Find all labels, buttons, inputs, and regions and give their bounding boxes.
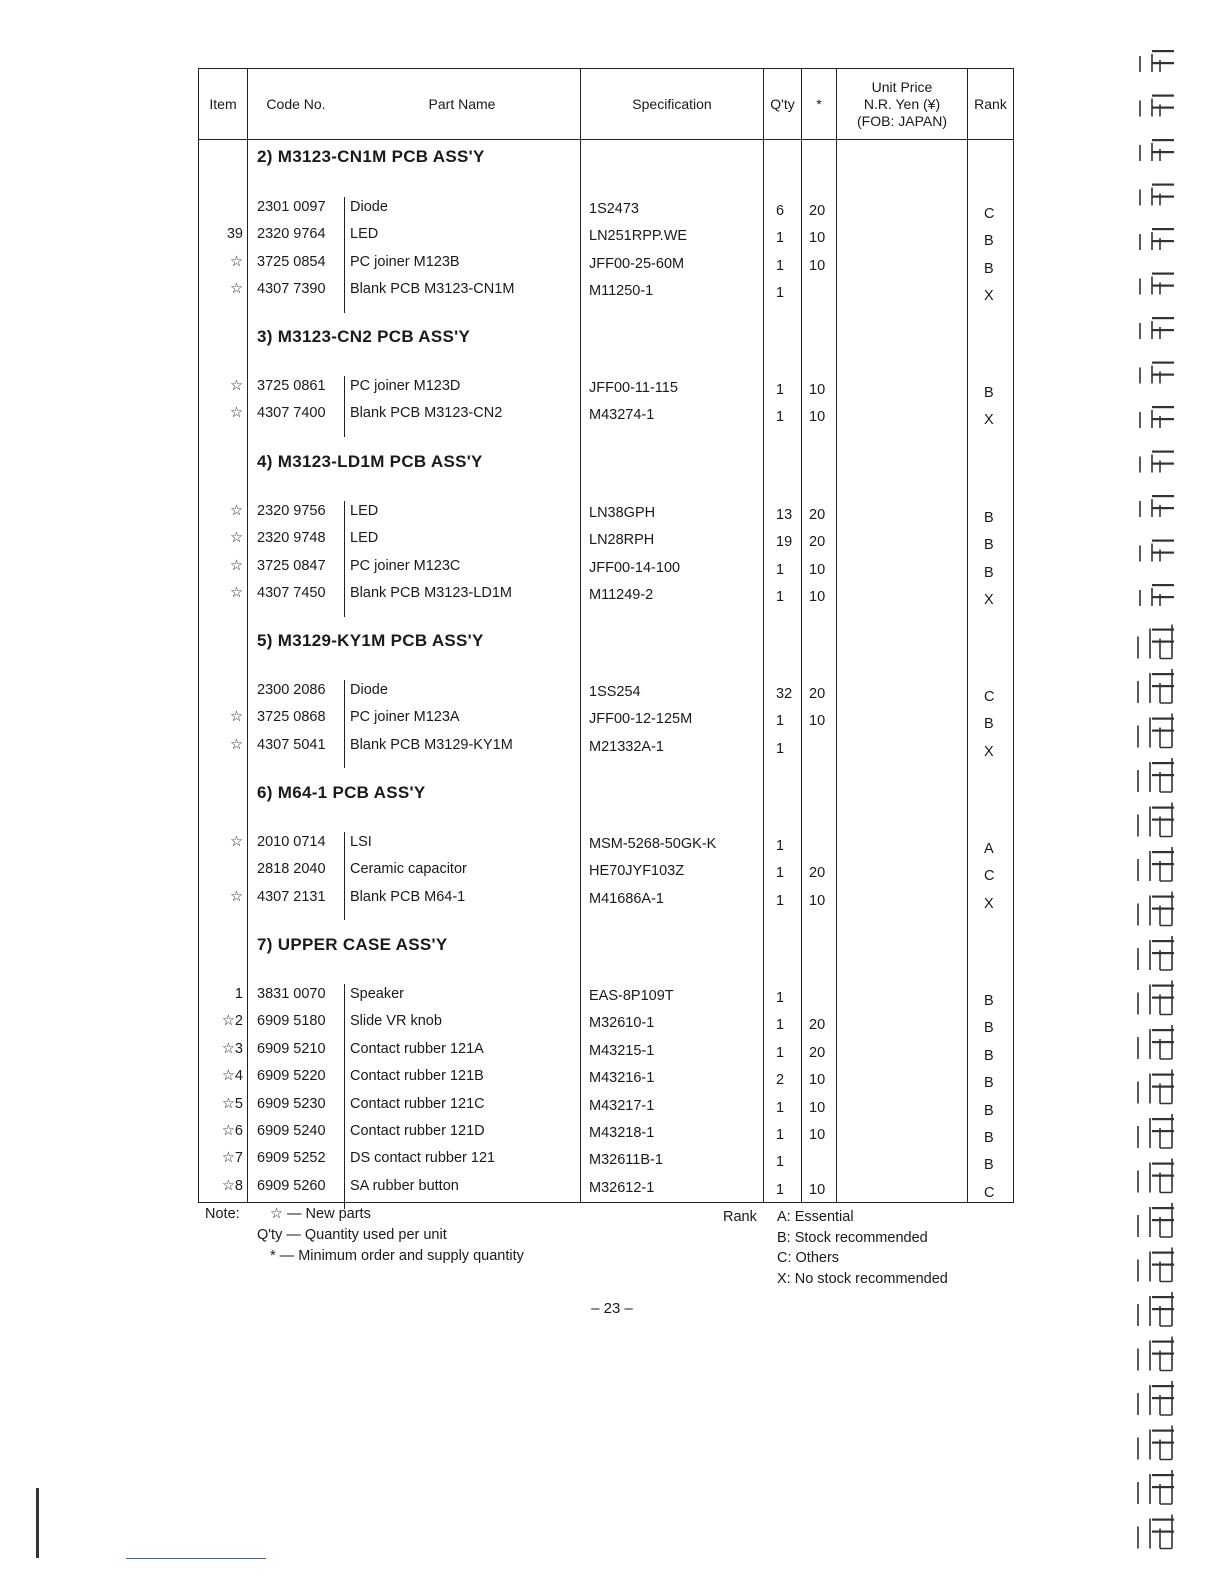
edge-tick [1140,184,1174,206]
edge-tick [1138,1292,1174,1326]
col-divider [836,69,837,1202]
section-title: 2) M3123-CN1M PCB ASS'Y [257,147,485,166]
part-name: LED [350,530,379,547]
item-number: ☆5 [221,1095,243,1112]
edge-tick [1138,892,1174,926]
part-name: Speaker [350,986,405,1002]
specification: M43216-1 [589,1070,655,1087]
col-divider [580,69,581,1202]
quantity: 2 [776,1072,785,1089]
scan-mark [36,1488,39,1558]
item-number: ☆ [230,709,243,726]
section-title: 5) M3129-KY1M PCB ASS'Y [257,631,484,650]
note-moq: * — Minimum order and supply quantity [270,1248,524,1264]
rank: B [984,385,994,401]
specification: JFF00-11-115 [589,380,678,396]
part-name-divider [344,984,345,1209]
specification: 1SS254 [589,684,641,700]
part-name: Diode [350,682,388,698]
edge-tick [1138,1337,1174,1371]
specification: HE70JYF103Z [589,863,685,880]
quantity: 1 [776,990,785,1006]
part-name: LSI [350,834,372,850]
code-number: 6909 5252 [257,1150,326,1167]
quantity: 1 [776,1181,785,1198]
header-divider [199,139,1013,140]
quantity: 1 [776,230,785,247]
item-number: ☆ [230,253,243,270]
parts-table [198,68,1014,1203]
code-number: 4307 5041 [257,736,326,753]
min-order-qty: 10 [809,257,826,274]
code-number: 6909 5210 [257,1040,326,1057]
header-moq: * [816,95,822,112]
rank: X [984,412,994,429]
code-number: 6909 5180 [257,1013,326,1030]
edge-tick [1138,1203,1174,1237]
quantity: 1 [776,1154,785,1171]
header-item: Item [209,95,237,112]
rank: B [984,537,994,554]
specification: M11250-1 [589,283,654,300]
col-divider [763,69,764,1202]
part-name: Contact rubber 121C [350,1095,485,1112]
header-unit-price: Unit Price N.R. Yen (¥) (FOB: JAPAN) [857,78,947,129]
part-name: Blank PCB M3129-KY1M [350,736,513,753]
note-label: Note: [205,1206,240,1222]
edge-tick [1140,273,1174,295]
item-number: ☆ [230,834,243,850]
edge-tick [1138,1248,1174,1282]
quantity: 1 [776,838,785,854]
rank: A [984,841,994,857]
quantity: 6 [776,203,785,219]
code-number: 2010 0714 [257,834,326,850]
specification: LN28RPH [589,532,655,549]
header-rank: Rank [974,95,1007,112]
rank: B [984,1020,994,1037]
item-number: ☆ [230,530,243,547]
edge-tick [1140,362,1174,384]
min-order-qty: 10 [809,1181,826,1198]
min-order-qty: 10 [809,892,826,909]
quantity: 1 [776,865,785,882]
edge-tick [1138,669,1174,703]
note-rank-b: B: Stock recommended [777,1230,928,1246]
min-order-qty: 10 [809,382,826,398]
quantity: 1 [776,409,785,426]
scan-mark [126,1558,266,1559]
edge-tick [1138,1025,1174,1059]
specification: M43215-1 [589,1042,655,1059]
code-number: 2301 0097 [257,199,326,215]
code-number: 3831 0070 [257,986,326,1002]
code-number: 2320 9756 [257,503,326,519]
part-name: Blank PCB M3123-CN2 [350,405,503,422]
code-number: 2300 2086 [257,682,326,698]
code-number: 6909 5220 [257,1068,326,1085]
quantity: 1 [776,713,785,730]
min-order-qty: 20 [809,1044,826,1061]
rank: B [984,1157,994,1174]
code-number: 6909 5260 [257,1177,326,1194]
code-number: 4307 7450 [257,585,326,602]
quantity: 1 [776,740,785,757]
code-number: 4307 7400 [257,405,326,422]
edge-tick [1140,495,1174,517]
quantity: 19 [776,534,793,551]
edge-tick [1138,981,1174,1015]
part-name: Blank PCB M3123-CN1M [350,281,515,298]
code-number: 6909 5230 [257,1095,326,1112]
note-rank-x: X: No stock recommended [777,1271,948,1287]
rank: C [984,689,995,705]
min-order-qty: 20 [809,203,826,219]
part-name: LED [350,503,379,519]
quantity: 1 [776,1044,785,1061]
specification: M32612-1 [589,1179,655,1196]
edge-tick [1138,1426,1174,1460]
min-order-qty: 20 [809,865,826,882]
rank: B [984,1102,994,1119]
page-number: – 23 – [591,1300,633,1317]
part-name-divider [344,832,345,920]
rank: C [984,868,995,885]
specification: M43218-1 [589,1125,655,1141]
item-number: ☆3 [221,1040,243,1057]
edge-tick [1140,50,1174,72]
code-number: 2320 9748 [257,530,326,547]
edge-tick [1138,1515,1174,1549]
edge-tick [1140,406,1174,428]
note-qty: Q'ty — Quantity used per unit [257,1227,447,1243]
quantity: 1 [776,1099,785,1116]
min-order-qty: 10 [809,1072,826,1089]
item-number: ☆4 [221,1068,243,1085]
code-number: 4307 2131 [257,888,326,905]
section-title: 4) M3123-LD1M PCB ASS'Y [257,452,483,471]
edge-tick [1138,847,1174,881]
edge-tick [1140,451,1174,473]
col-divider [247,69,248,1202]
quantity: 1 [776,1017,785,1034]
rank: B [984,564,994,581]
note-new-parts: ☆ — New parts [270,1206,371,1222]
part-name: Ceramic capacitor [350,861,467,878]
edge-tick [1138,758,1174,792]
code-number: 3725 0854 [257,253,326,270]
item-number: ☆ [230,888,243,905]
edge-tick [1140,95,1174,117]
rank: B [984,1130,994,1146]
note-rank-a: A: Essential [777,1209,854,1225]
edge-tick [1138,803,1174,837]
col-divider [801,69,802,1202]
section-title: 3) M3123-CN2 PCB ASS'Y [257,327,471,346]
item-number: ☆ [230,405,243,422]
quantity: 1 [776,561,785,578]
code-number: 2818 2040 [257,861,326,878]
min-order-qty: 10 [809,230,826,247]
part-name-divider [344,197,345,313]
code-number: 3725 0861 [257,378,326,394]
rank: X [984,895,994,912]
specification: M21332A-1 [589,738,664,755]
quantity: 1 [776,382,785,398]
part-name: DS contact rubber 121 [350,1150,496,1167]
part-name: Contact rubber 121B [350,1068,484,1085]
item-number: ☆6 [221,1123,243,1139]
item-number: ☆ [230,585,243,602]
header-part-name: Part Name [428,95,496,112]
edge-tick [1140,540,1174,562]
item-number: ☆2 [221,1013,243,1030]
specification: M32611B-1 [589,1152,663,1169]
rank: B [984,233,994,250]
edge-tick [1140,317,1174,339]
rank: X [984,592,994,609]
rank: B [984,510,994,526]
edge-tick [1138,1381,1174,1415]
edge-tick [1138,625,1174,659]
quantity: 13 [776,507,793,523]
item-number: ☆ [230,378,243,394]
item-number: ☆ [230,281,243,298]
min-order-qty: 10 [809,409,826,426]
min-order-qty: 20 [809,534,826,551]
edge-tick [1140,584,1174,606]
quantity: 1 [776,1127,785,1143]
part-name: Slide VR knob [350,1013,442,1030]
note-rank-c: C: Others [777,1250,840,1266]
code-number: 3725 0868 [257,709,326,726]
min-order-qty: 20 [809,507,826,523]
rank: X [984,743,994,760]
item-number: ☆ [230,503,243,519]
min-order-qty: 10 [809,1127,826,1143]
specification: JFF00-25-60M [589,255,685,272]
part-name: PC joiner M123B [350,253,460,270]
min-order-qty: 10 [809,713,826,730]
rank: C [984,1184,995,1201]
part-name-divider [344,680,345,768]
edge-tick [1140,228,1174,250]
min-order-qty: 20 [809,686,826,702]
item-number: ☆8 [221,1177,243,1194]
note-rank-label: Rank [723,1209,757,1225]
rank: B [984,716,994,733]
quantity: 1 [776,257,785,274]
quantity: 1 [776,589,785,606]
section-title: 6) M64-1 PCB ASS'Y [257,783,426,802]
item-number: ☆ [230,736,243,753]
edge-tick [1138,1070,1174,1104]
code-number: 6909 5240 [257,1123,326,1139]
part-name: LED [350,226,379,243]
min-order-qty: 10 [809,561,826,578]
specification: LN38GPH [589,505,656,521]
quantity: 1 [776,285,785,302]
code-number: 3725 0847 [257,557,326,574]
code-number: 4307 7390 [257,281,326,298]
rank: X [984,288,994,305]
rank: B [984,1047,994,1064]
specification: 1S2473 [589,201,639,217]
col-divider [967,69,968,1202]
section-title: 7) UPPER CASE ASS'Y [257,935,448,954]
part-name: Contact rubber 121D [350,1123,485,1139]
edge-tick [1138,1159,1174,1193]
quantity: 1 [776,892,785,909]
part-name: PC joiner M123A [350,709,460,726]
part-name: PC joiner M123D [350,378,461,394]
specification: M11249-2 [589,587,654,604]
item-number: ☆ [230,557,243,574]
binding-edge-marks [1136,40,1196,1570]
quantity: 32 [776,686,793,702]
part-name: PC joiner M123C [350,557,461,574]
edge-tick [1138,1114,1174,1148]
part-name: Blank PCB M3123-LD1M [350,585,512,602]
min-order-qty: 10 [809,1099,826,1116]
specification: M43217-1 [589,1097,655,1114]
part-name-divider [344,501,345,617]
edge-tick [1138,714,1174,748]
header-qty: Q'ty [770,95,795,112]
item-number: 1 [234,986,243,1002]
rank: B [984,1075,994,1092]
specification: LN251RPP.WE [589,228,688,245]
specification: JFF00-12-125M [589,711,693,728]
edge-tick [1138,1470,1174,1504]
specification: JFF00-14-100 [589,559,681,576]
item-number: 39 [226,226,243,243]
specification: M41686A-1 [589,890,664,907]
specification: M43274-1 [589,407,655,424]
code-number: 2320 9764 [257,226,326,243]
part-name: Contact rubber 121A [350,1040,484,1057]
specification: EAS-8P109T [589,988,674,1004]
specification: M32610-1 [589,1015,655,1032]
item-number: ☆7 [221,1150,243,1167]
part-name-divider [344,376,345,437]
min-order-qty: 10 [809,589,826,606]
part-name: Blank PCB M64-1 [350,888,466,905]
rank: B [984,993,994,1009]
edge-tick [1138,936,1174,970]
header-code: Code No. [266,95,326,112]
part-name: SA rubber button [350,1177,459,1194]
specification: MSM-5268-50GK-K [589,836,717,852]
rank: B [984,260,994,277]
min-order-qty: 20 [809,1017,826,1034]
header-specification: Specification [632,95,712,112]
rank: C [984,206,995,222]
edge-tick [1140,139,1174,161]
part-name: Diode [350,199,388,215]
